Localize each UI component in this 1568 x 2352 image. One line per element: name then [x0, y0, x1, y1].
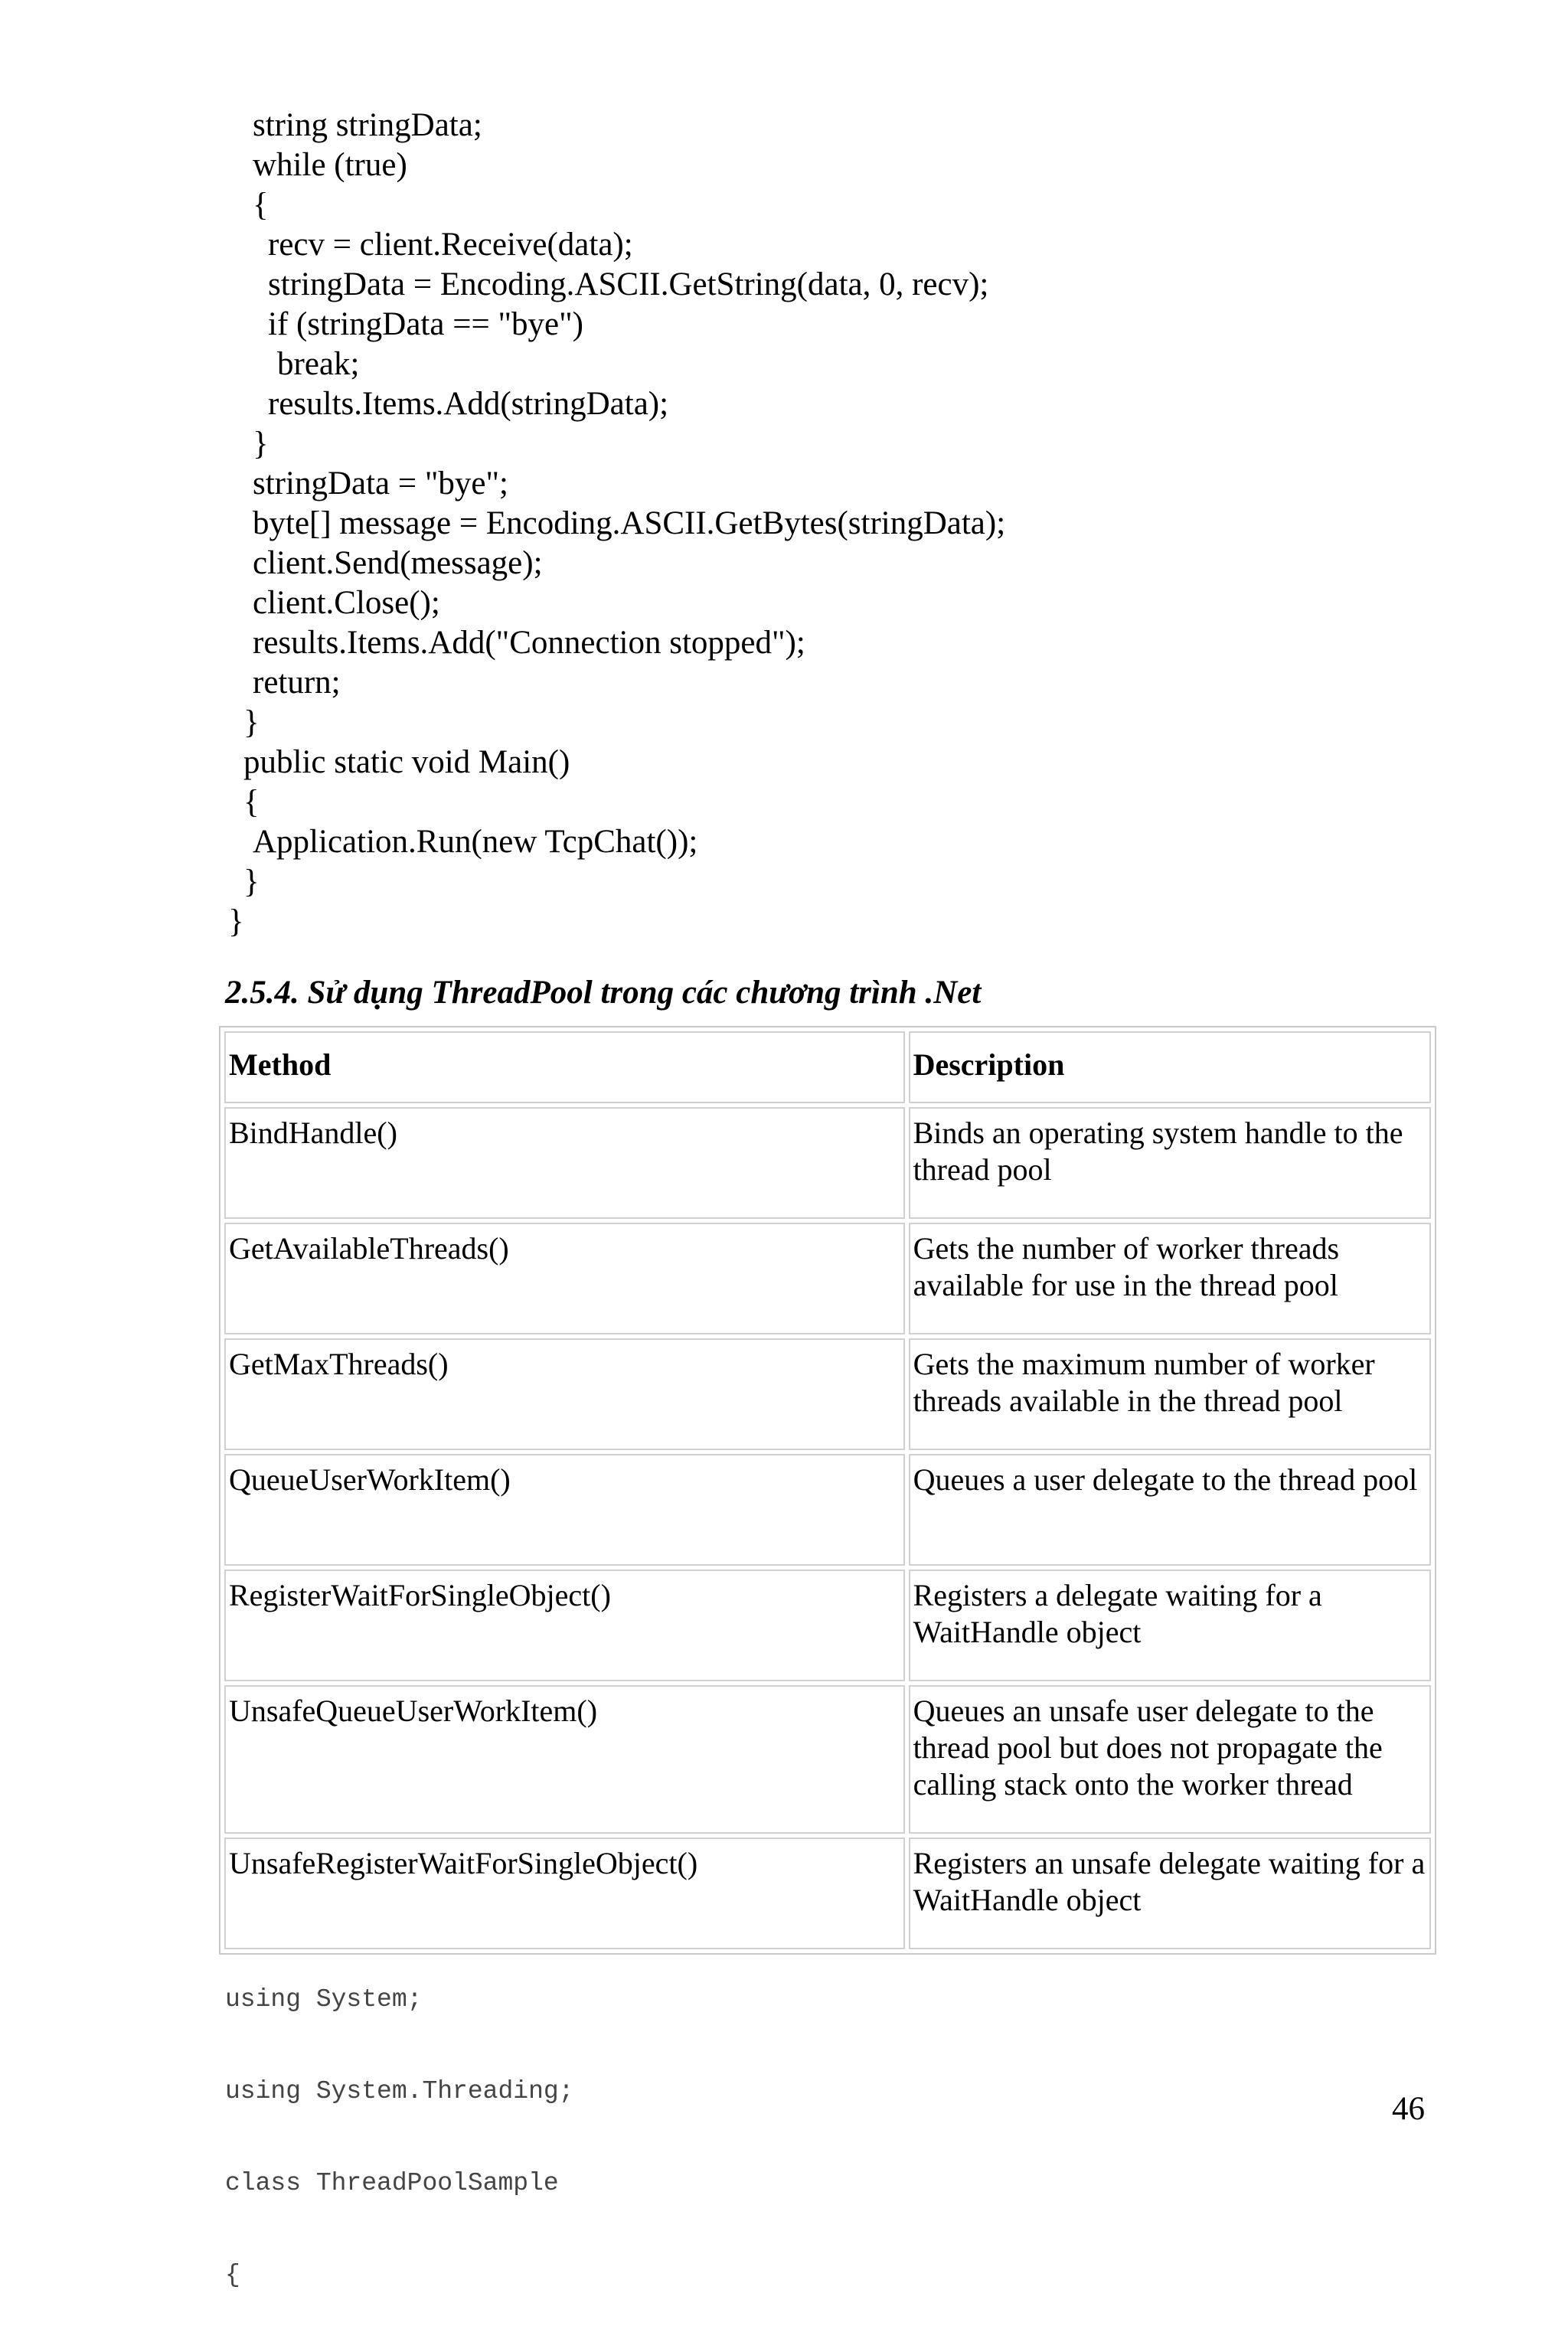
table-header-row: [224, 1031, 1431, 1103]
code-line: client.Close();: [253, 585, 440, 621]
code-line: return;: [253, 665, 341, 701]
column-header-method: Method: [224, 1031, 905, 1103]
section-heading: 2.5.4. Sử dụng ThreadPool trong các chương trình .Net: [225, 975, 982, 1011]
column-header-description: Description: [909, 1031, 1431, 1103]
code-line: while (true): [253, 147, 407, 183]
code-line: }: [243, 864, 260, 900]
method-cell: BindHandle(): [224, 1107, 905, 1219]
method-cell: GetAvailableThreads(): [224, 1223, 905, 1334]
code-line: results.Items.Add(stringData);: [268, 386, 669, 422]
code-line: stringData = Encoding.ASCII.GetString(data, 0, recv);: [268, 266, 989, 302]
code-line: }: [228, 903, 244, 939]
method-cell: GetMaxThreads(): [224, 1338, 905, 1450]
description-cell: Registers a delegate waiting for a WaitHandle object: [909, 1570, 1431, 1681]
code-line: class ThreadPoolSample: [225, 2169, 559, 2197]
code-line: string stringData;: [253, 107, 482, 143]
code-line: Application.Run(new TcpChat());: [253, 824, 698, 860]
threadpool-methods-table: [219, 1026, 1436, 1955]
code-line: recv = client.Receive(data);: [268, 227, 633, 263]
code-line: byte[] message = Encoding.ASCII.GetBytes(stringData);: [253, 505, 1006, 541]
code-line: using System;: [225, 1985, 423, 2014]
description-cell: Gets the number of worker threads available for use in the thread pool: [909, 1223, 1431, 1334]
table-row: [224, 1454, 1431, 1566]
description-cell: Queues a user delegate to the thread pool: [909, 1454, 1431, 1566]
table-row: [224, 1685, 1431, 1834]
code-line: {: [243, 784, 260, 820]
description-cell: Registers an unsafe delegate waiting for a WaitHandle object: [909, 1838, 1431, 1949]
table-row: [224, 1223, 1431, 1334]
code-line: using System.Threading;: [225, 2077, 574, 2105]
page-number: 46: [1392, 2091, 1425, 2127]
description-cell: Gets the maximum number of worker threads available in the thread pool: [909, 1338, 1431, 1450]
code-line: {: [253, 187, 269, 223]
method-cell: RegisterWaitForSingleObject(): [224, 1570, 905, 1681]
method-cell: QueueUserWorkItem(): [224, 1454, 905, 1566]
method-cell: UnsafeRegisterWaitForSingleObject(): [224, 1838, 905, 1949]
code-line: }: [253, 426, 269, 462]
description-cell: Binds an operating system handle to the thread pool: [909, 1107, 1431, 1219]
code-block-bottom: [225, 1923, 573, 2352]
code-line: }: [243, 704, 260, 740]
code-line: stringData = "bye";: [253, 466, 509, 501]
code-line: results.Items.Add("Connection stopped");: [253, 625, 805, 661]
code-line: if (stringData == "bye"): [268, 306, 583, 342]
code-line: client.Send(message);: [253, 545, 543, 581]
table-row: [224, 1107, 1431, 1219]
code-line: public static void Main(): [243, 744, 570, 780]
description-cell: Queues an unsafe user delegate to the thread pool but does not propagate the calling stack onto the worker thread: [909, 1685, 1431, 1834]
table-row: [224, 1338, 1431, 1450]
table-row: [224, 1570, 1431, 1681]
code-line: break;: [277, 346, 360, 382]
code-line: {: [225, 2261, 240, 2289]
method-cell: UnsafeQueueUserWorkItem(): [224, 1685, 905, 1834]
